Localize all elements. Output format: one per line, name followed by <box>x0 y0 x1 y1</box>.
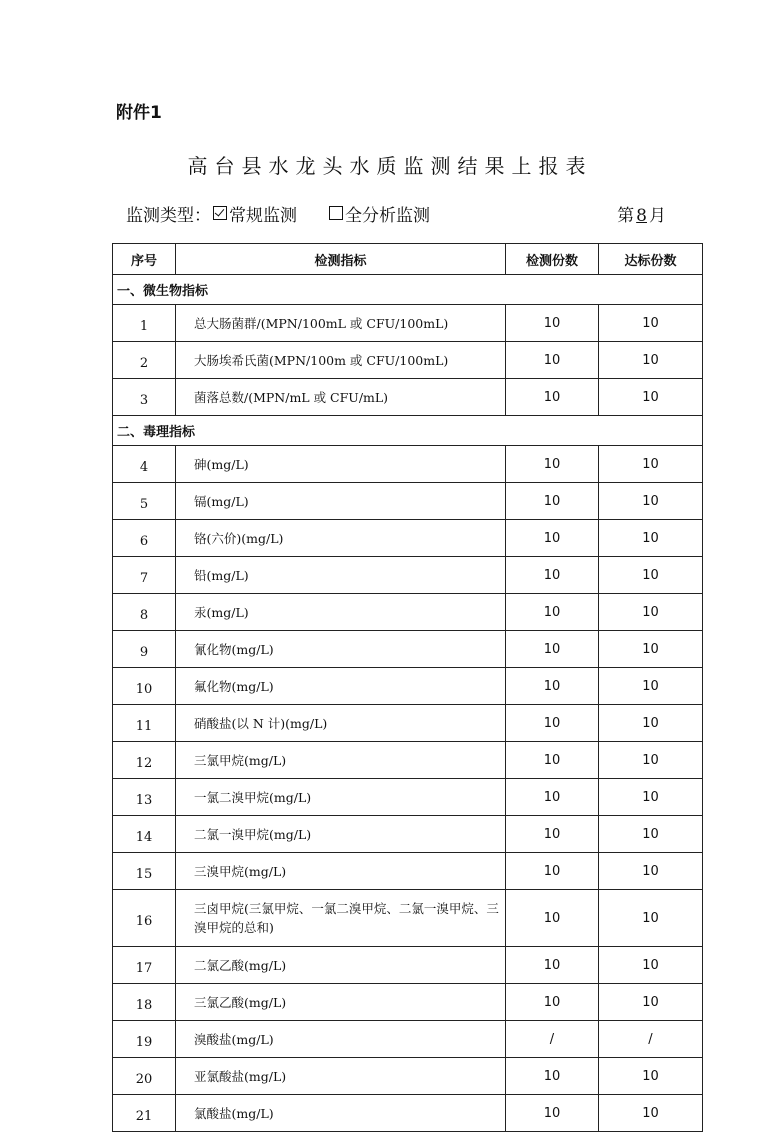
row-passed-count: 10 <box>599 779 703 816</box>
row-tested-count: 10 <box>506 305 599 342</box>
row-seq: 4 <box>113 446 176 483</box>
row-indicator: 菌落总数/(MPN/mL 或 CFU/mL) <box>176 379 506 416</box>
row-tested-count: 10 <box>506 594 599 631</box>
row-passed-count: / <box>599 1021 703 1058</box>
row-seq: 15 <box>113 853 176 890</box>
table-row <box>113 668 703 705</box>
option-full-analysis-label: 全分析监测 <box>345 206 430 226</box>
row-indicator: 二氯乙酸(mg/L) <box>176 947 506 984</box>
option-routine-label: 常规监测 <box>229 206 297 226</box>
row-tested-count: 10 <box>506 379 599 416</box>
section-row <box>113 275 703 305</box>
table-row <box>113 342 703 379</box>
header-seq: 序号 <box>113 244 176 275</box>
header-tested: 检测份数 <box>506 244 599 275</box>
row-tested-count: 10 <box>506 631 599 668</box>
row-indicator: 氯酸盐(mg/L) <box>176 1095 506 1132</box>
section-title: 一、微生物指标 <box>113 275 703 305</box>
row-indicator: 汞(mg/L) <box>176 594 506 631</box>
row-indicator: 氟化物(mg/L) <box>176 668 506 705</box>
row-seq: 12 <box>113 742 176 779</box>
row-tested-count: 10 <box>506 853 599 890</box>
checked-box-icon[interactable] <box>213 206 227 220</box>
row-tested-count: 10 <box>506 1095 599 1132</box>
row-passed-count: 10 <box>599 947 703 984</box>
table-row <box>113 520 703 557</box>
row-passed-count: 10 <box>599 305 703 342</box>
document-title: 高台县水龙头水质监测结果上报表 <box>187 154 593 178</box>
table-row <box>113 1095 703 1132</box>
results-table <box>112 243 703 1132</box>
row-indicator: 硝酸盐(以 N 计)(mg/L) <box>176 705 506 742</box>
row-passed-count: 10 <box>599 816 703 853</box>
row-indicator: 三溴甲烷(mg/L) <box>176 853 506 890</box>
row-tested-count: / <box>506 1021 599 1058</box>
row-passed-count: 10 <box>599 594 703 631</box>
table-row <box>113 779 703 816</box>
row-tested-count: 10 <box>506 342 599 379</box>
row-seq: 16 <box>113 890 176 947</box>
row-seq: 3 <box>113 379 176 416</box>
option-full-analysis[interactable] <box>329 201 430 226</box>
month-field <box>617 201 666 226</box>
row-tested-count: 10 <box>506 779 599 816</box>
row-indicator: 镉(mg/L) <box>176 483 506 520</box>
row-passed-count: 10 <box>599 520 703 557</box>
row-passed-count: 10 <box>599 984 703 1021</box>
row-seq: 7 <box>113 557 176 594</box>
row-tested-count: 10 <box>506 984 599 1021</box>
row-passed-count: 10 <box>599 1058 703 1095</box>
row-seq: 6 <box>113 520 176 557</box>
row-tested-count: 10 <box>506 1058 599 1095</box>
row-indicator: 二氯一溴甲烷(mg/L) <box>176 816 506 853</box>
row-tested-count: 10 <box>506 446 599 483</box>
table-row <box>113 947 703 984</box>
row-tested-count: 10 <box>506 483 599 520</box>
row-seq: 20 <box>113 1058 176 1095</box>
table-row <box>113 984 703 1021</box>
row-passed-count: 10 <box>599 342 703 379</box>
row-passed-count: 10 <box>599 557 703 594</box>
row-indicator: 总大肠菌群/(MPN/100mL 或 CFU/100mL) <box>176 305 506 342</box>
row-indicator: 三氯乙酸(mg/L) <box>176 984 506 1021</box>
row-passed-count: 10 <box>599 379 703 416</box>
row-seq: 21 <box>113 1095 176 1132</box>
table-row <box>113 594 703 631</box>
header-passed: 达标份数 <box>599 244 703 275</box>
row-passed-count: 10 <box>599 668 703 705</box>
row-seq: 11 <box>113 705 176 742</box>
row-passed-count: 10 <box>599 631 703 668</box>
row-indicator: 三氯甲烷(mg/L) <box>176 742 506 779</box>
section-title: 二、毒理指标 <box>113 416 703 446</box>
header-indicator: 检测指标 <box>176 244 506 275</box>
row-passed-count: 10 <box>599 853 703 890</box>
row-seq: 8 <box>113 594 176 631</box>
row-tested-count: 10 <box>506 742 599 779</box>
month-value: 8 <box>636 206 647 226</box>
row-passed-count: 10 <box>599 705 703 742</box>
row-tested-count: 10 <box>506 705 599 742</box>
table-row <box>113 816 703 853</box>
section-row <box>113 416 703 446</box>
table-row <box>113 853 703 890</box>
row-indicator: 三卤甲烷(三氯甲烷、一氯二溴甲烷、二氯一溴甲烷、三溴甲烷的总和) <box>176 890 506 947</box>
month-prefix: 第 <box>617 206 635 226</box>
table-row <box>113 483 703 520</box>
table-row <box>113 557 703 594</box>
row-tested-count: 10 <box>506 816 599 853</box>
row-seq: 10 <box>113 668 176 705</box>
table-row <box>113 1021 703 1058</box>
row-indicator: 铬(六价)(mg/L) <box>176 520 506 557</box>
row-seq: 18 <box>113 984 176 1021</box>
row-indicator: 砷(mg/L) <box>176 446 506 483</box>
row-passed-count: 10 <box>599 1095 703 1132</box>
table-row <box>113 742 703 779</box>
row-seq: 13 <box>113 779 176 816</box>
row-indicator: 溴酸盐(mg/L) <box>176 1021 506 1058</box>
row-tested-count: 10 <box>506 947 599 984</box>
unchecked-box-icon[interactable] <box>329 206 343 220</box>
row-indicator: 亚氯酸盐(mg/L) <box>176 1058 506 1095</box>
table-row <box>113 631 703 668</box>
table-row <box>113 446 703 483</box>
row-seq: 17 <box>113 947 176 984</box>
row-seq: 9 <box>113 631 176 668</box>
row-seq: 2 <box>113 342 176 379</box>
row-tested-count: 10 <box>506 668 599 705</box>
row-indicator: 大肠埃希氏菌(MPN/100m 或 CFU/100mL) <box>176 342 506 379</box>
row-seq: 14 <box>113 816 176 853</box>
table-header-row <box>113 244 703 275</box>
row-indicator: 氰化物(mg/L) <box>176 631 506 668</box>
table-row <box>113 890 703 947</box>
table-row <box>113 305 703 342</box>
row-passed-count: 10 <box>599 742 703 779</box>
row-passed-count: 10 <box>599 890 703 947</box>
row-passed-count: 10 <box>599 483 703 520</box>
attachment-label: 附件1 <box>116 103 162 123</box>
table-row <box>113 379 703 416</box>
month-suffix: 月 <box>649 206 666 226</box>
row-indicator: 铅(mg/L) <box>176 557 506 594</box>
table-row <box>113 1058 703 1095</box>
row-seq: 1 <box>113 305 176 342</box>
monitoring-meta <box>126 201 666 226</box>
row-seq: 5 <box>113 483 176 520</box>
table-row <box>113 705 703 742</box>
row-tested-count: 10 <box>506 890 599 947</box>
row-indicator: 一氯二溴甲烷(mg/L) <box>176 779 506 816</box>
row-tested-count: 10 <box>506 557 599 594</box>
row-passed-count: 10 <box>599 446 703 483</box>
row-tested-count: 10 <box>506 520 599 557</box>
table-body <box>113 275 703 1132</box>
row-seq: 19 <box>113 1021 176 1058</box>
monitoring-type-label: 监测类型： <box>126 206 211 226</box>
option-routine[interactable] <box>213 201 297 226</box>
